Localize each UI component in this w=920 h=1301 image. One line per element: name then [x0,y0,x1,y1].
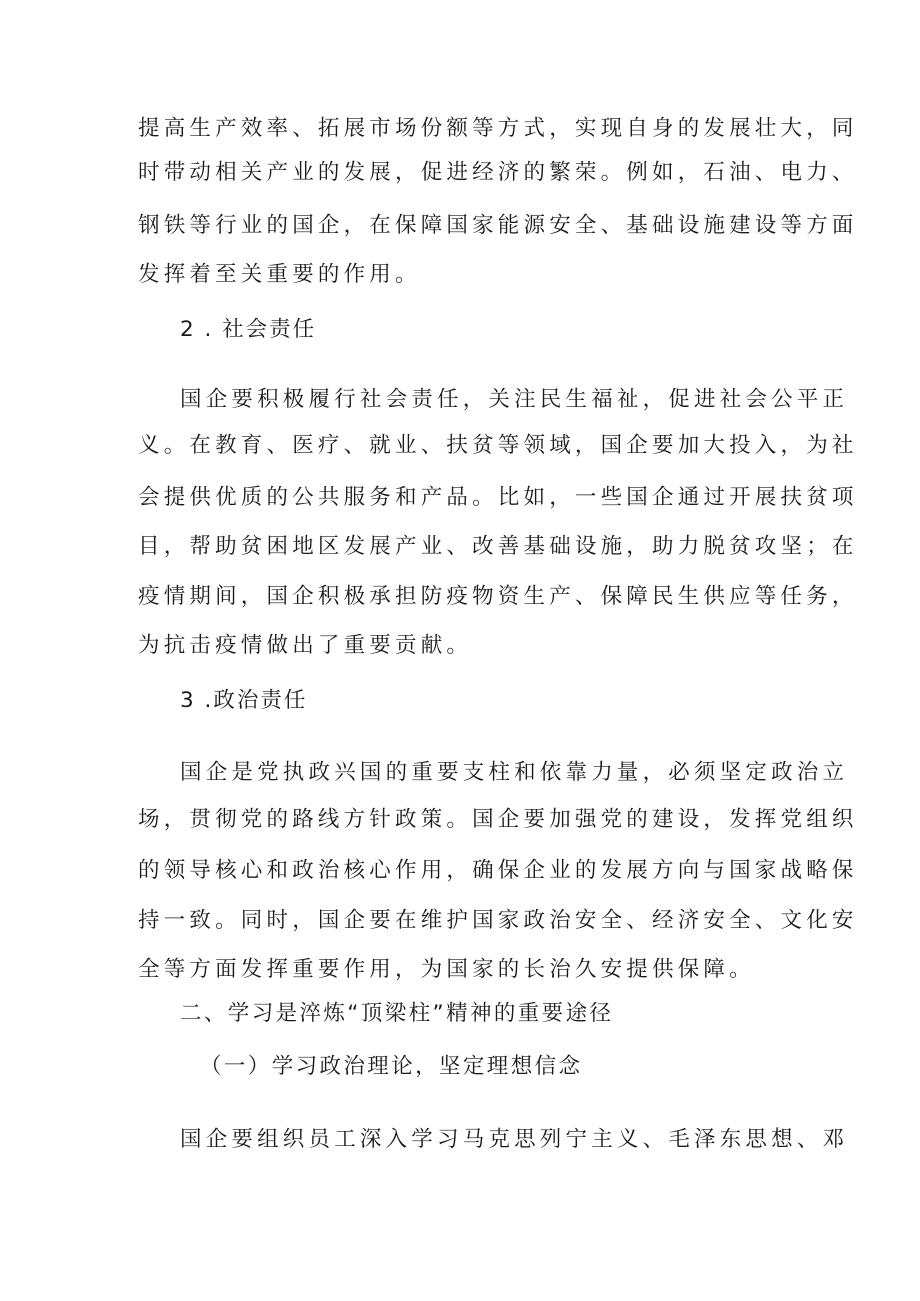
paragraph-line: 国企是党执政兴国的重要支柱和依靠力量，必须坚定政治立 [180,760,849,785]
paragraph-line: 钢铁等行业的国企，在保障国家能源安全、基础设施建设等方面 [138,213,858,238]
paragraph-line: 全等方面发挥重要作用，为国家的长治久安提供保障。 [138,957,755,982]
subsection-heading: （一）学习政治理论，坚定理想信念 [200,1054,583,1079]
paragraph-line: 疫情期间，国企积极承担防疫物资生产、保障民生供应等任务， [138,584,858,609]
paragraph-line: 义。在教育、医疗、就业、扶贫等领域，国企要加大投入，为社 [138,433,858,458]
paragraph-line: 的领导核心和政治核心作用，确保企业的发展方向与国家战略保 [138,858,858,883]
paragraph-line: 国企要积极履行社会责任，关注民生福祉，促进社会公平正 [180,387,849,412]
paragraph-line: 时带动相关产业的发展，促进经济的繁荣。例如，石油、电力、 [138,160,858,185]
section-heading: 二、学习是淬炼“顶梁柱”精神的重要途径 [180,1001,614,1026]
paragraph-line: 提高生产效率、拓展市场份额等方式，实现自身的发展壮大，同 [138,116,858,141]
heading-political-responsibility: 3 .政治责任 [180,688,308,713]
heading-social-responsibility: 2 . 社会责任 [180,317,317,342]
paragraph-line: 持一致。同时，国企要在维护国家政治安全、经济安全、文化安 [138,908,858,933]
paragraph-line: 国企要组织员工深入学习马克思列宁主义、毛泽东思想、邓 [180,1127,849,1152]
paragraph-line: 会提供优质的公共服务和产品。比如，一些国企通过开展扶贫项 [138,485,858,510]
paragraph-line: 发挥着至关重要的作用。 [138,262,421,287]
paragraph-line: 场，贯彻党的路线方针政策。国企要加强党的建设，发挥党组织 [138,807,858,832]
paragraph-line: 目，帮助贫困地区发展产业、改善基础设施，助力脱贫攻坚；在 [138,534,858,559]
paragraph-line: 为抗击疫情做出了重要贡献。 [138,633,473,658]
